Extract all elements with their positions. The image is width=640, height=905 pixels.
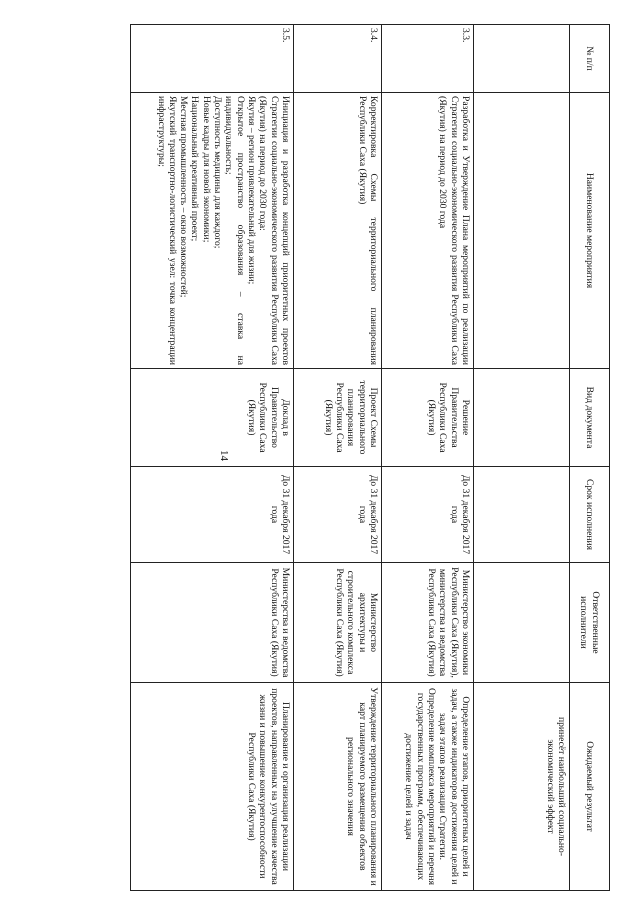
row-resp: Министерства и ведомства Республики Саха (Якутия) <box>131 563 294 683</box>
table-row <box>131 25 294 891</box>
row-result: принесёт наибольший социально-экономический эффект <box>474 683 570 891</box>
row-doc: Проект Схемы территориального планирования Республики Саха (Якутия) <box>294 369 382 467</box>
list-item: Доступность медицины для каждого; <box>212 96 224 249</box>
row-name: Разработка и Утверждение Плана мероприятий по реализации Стратегии социально-экономического развития Республики Саха (Якутия) на период до 2030 года <box>382 93 474 369</box>
header-num: № п/п <box>570 25 610 93</box>
header-resp: Ответственные исполнители <box>570 563 610 683</box>
header-doc: Вид документа <box>570 369 610 467</box>
row-result: Утверждение территориального планирования и карт планируемого размещения объектов регионального значения <box>294 683 382 891</box>
table-header-row <box>570 25 610 891</box>
header-name: Наименование мероприятия <box>570 93 610 369</box>
table-row <box>474 25 570 891</box>
row-name <box>474 93 570 369</box>
row-result: Планирование и организация реализации проектов, направленных на улучшение качества жизни и повышение конкурентоспособности Республики Саха (Якутия) <box>131 683 294 891</box>
header-term: Срок исполнения <box>570 467 610 563</box>
row-name: Корректировка Схемы территориального планирования Республики Саха (Якутия) <box>294 93 382 369</box>
list-item: Открытое пространство образования – ставка на индивидуальность; <box>223 96 246 365</box>
row-resp <box>474 563 570 683</box>
row-term: До 31 декабря 2017 года <box>382 467 474 563</box>
measures-table <box>130 24 610 891</box>
row-result: Определение этапов, приоритетных целей и задач, а также индикаторов достижения целей и задач этапов реализации Стратегии. Определение комплекса мероприятий и перечня государственных программ, обеспечивающих достижение целей и задач <box>382 683 474 891</box>
row-resp: Министерство экономики Республики Саха (Якутия), министерства и ведомства Республики Саха (Якутия) <box>382 563 474 683</box>
row-term: До 31 декабря 2017 года <box>294 467 382 563</box>
list-item: Инициация и разработка концепций приоритетных проектов Стратегии социально-экономического развития Республики Саха (Якутия) на период до 2030 года: <box>257 96 291 365</box>
rotated-page <box>130 24 610 890</box>
list-item: Национальный креативный проект; <box>189 96 201 242</box>
row-doc: Решение Правительства Республики Саха (Якутия) <box>382 369 474 467</box>
row-num: 3.5. <box>131 25 294 93</box>
row-resp: Министерство архитектуры и строительного комплекса Республики Саха (Якутия) <box>294 563 382 683</box>
header-result: Ожидаемый результат <box>570 683 610 891</box>
list-item: Якутский транспортно-логистический узел: точка концентрации инфраструктуры; <box>155 96 178 365</box>
list-item: Якутия – регион привлекательный для жизни; <box>246 96 258 285</box>
row-num: 3.4. <box>294 25 382 93</box>
row-num <box>474 25 570 93</box>
row-doc <box>474 369 570 467</box>
row-name <box>131 93 294 369</box>
table-row <box>294 25 382 891</box>
row-term <box>474 467 570 563</box>
table-row <box>382 25 474 891</box>
list-item: Местная промышленность – окно возможностей; <box>178 96 190 298</box>
page-number: 14 <box>218 450 230 461</box>
row-num: 3.3. <box>382 25 474 93</box>
list-item: Новые кадры для новой экономики; <box>200 96 212 243</box>
row-term: До 31 декабря 2017 года <box>131 467 294 563</box>
row-doc: Доклад в Правительство Республики Саха (Якутия) <box>131 369 294 467</box>
